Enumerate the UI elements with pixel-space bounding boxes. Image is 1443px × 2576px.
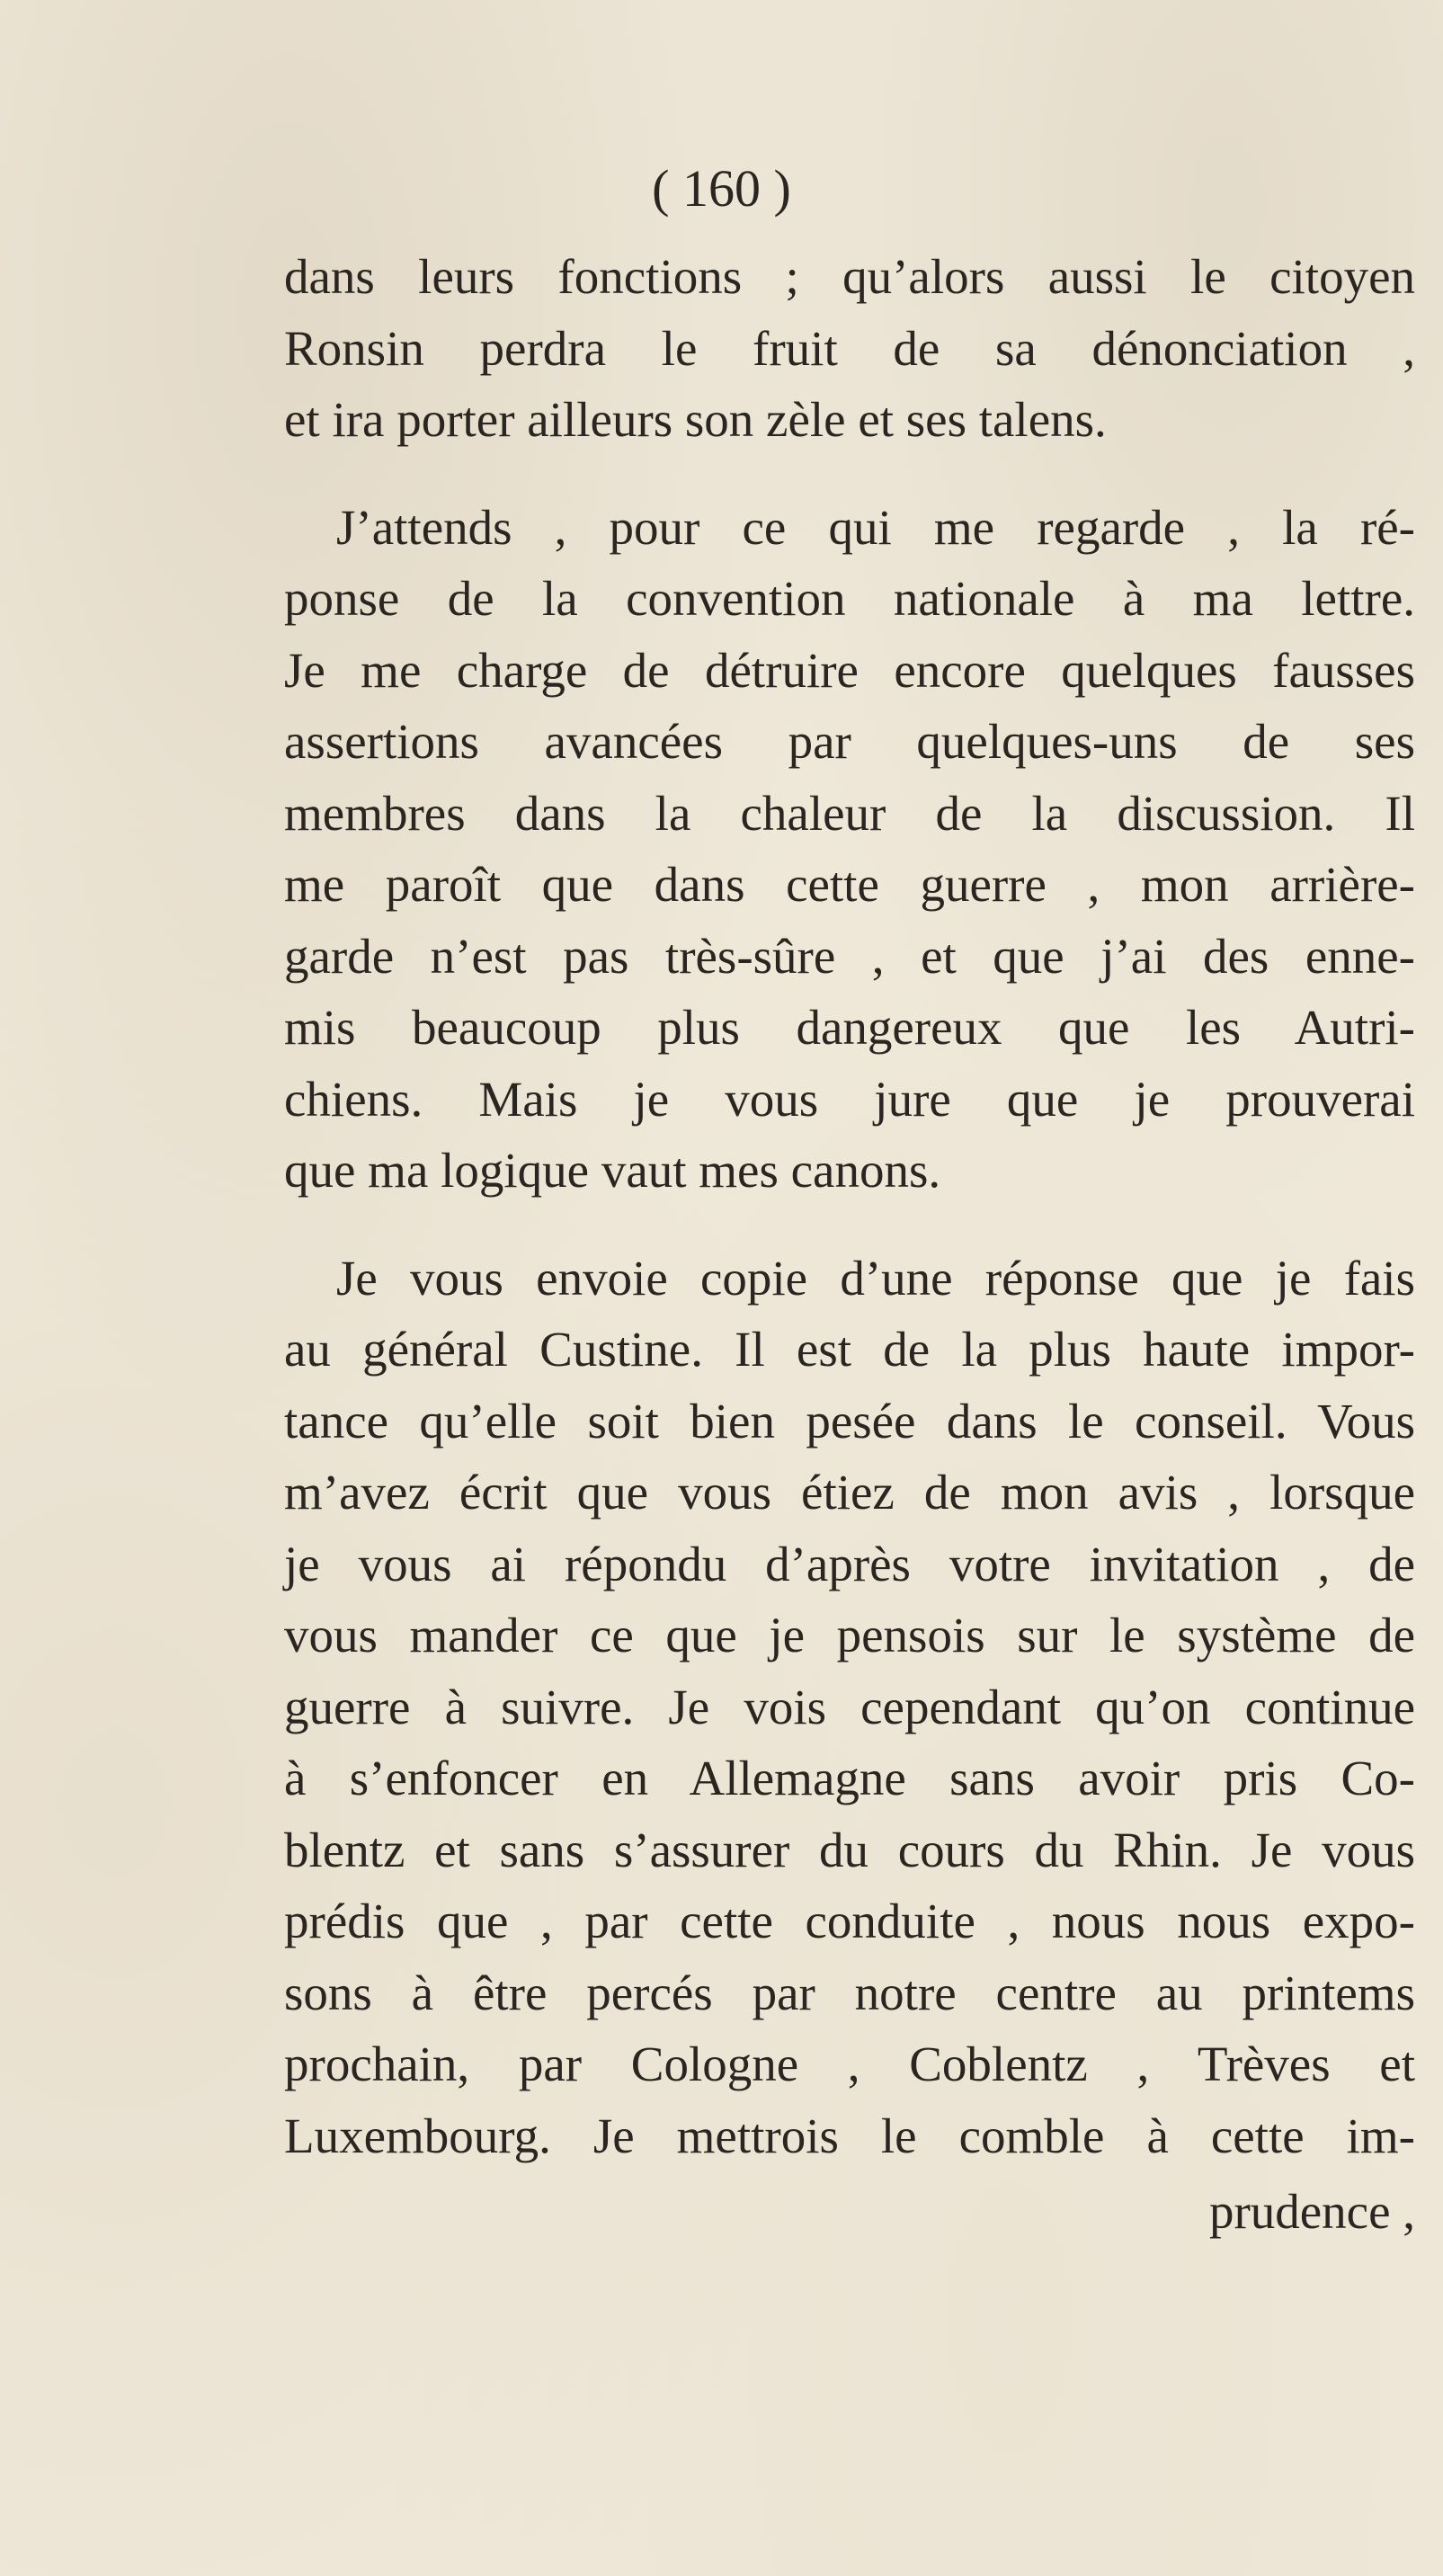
text-line: chiens. Mais je vous jure que je prouverai (284, 1071, 1415, 1127)
text-line: et ira porter ailleurs son zèle et ses talens. (284, 392, 1107, 447)
text-line: ponse de la convention nationale à ma lettre. (284, 571, 1415, 626)
text-line: prochain, par Cologne , Coblentz , Trèves et (284, 2037, 1415, 2091)
text-line: Luxembourg. Je mettrois le comble à cette im- (284, 2108, 1415, 2163)
text-line: mis beaucoup plus dangereux que les Autri- (284, 1000, 1415, 1055)
paragraph-3 (284, 1243, 1415, 2172)
text-line: au général Custine. Il est de la plus haute impor- (284, 1322, 1415, 1377)
text-line: prédis que , par cette conduite , nous nous expo- (284, 1894, 1415, 1948)
text-line: garde n’est pas très-sûre , et que j’ai des enne- (284, 928, 1415, 984)
paragraph-2 (284, 492, 1415, 1207)
text-line: Je vous envoie copie d’une réponse que je fais (336, 1250, 1415, 1306)
paragraph-1 (284, 241, 1415, 456)
text-line: que ma logique vaut mes canons. (284, 1143, 941, 1198)
text-line: Je me charge de détruire encore quelques fausses (284, 642, 1415, 698)
text-line: sons à être percés par notre centre au printems (284, 1965, 1415, 2020)
text-line: assertions avancées par quelques-uns de ses (284, 714, 1415, 769)
text-line: Ronsin perdra le fruit de sa dénonciation , (284, 320, 1415, 376)
text-line: blentz et sans s’assurer du cours du Rhin. Je vous (284, 1822, 1415, 1877)
text-line: m’avez écrit que vous étiez de mon avis , lorsque (284, 1465, 1415, 1520)
text-line: membres dans la chaleur de la discussion. Il (284, 785, 1415, 841)
paragraph-gap (284, 456, 1415, 492)
text-line: guerre à suivre. Je vois cependant qu’on continue (284, 1679, 1415, 1734)
text-line: dans leurs fonctions ; qu’alors aussi le citoyen (284, 249, 1415, 304)
page-number: ( 160 ) (652, 159, 791, 218)
text-line: vous mander ce que je pensois sur le système de (284, 1608, 1415, 1662)
text-line: à s’enfoncer en Allemagne sans avoir pris Co- (284, 1751, 1415, 1805)
catchword: prudence , (1208, 2184, 1415, 2239)
paragraph-gap (284, 1207, 1415, 1243)
text-line: me paroît que dans cette guerre , mon arrière- (284, 857, 1415, 912)
text-line: je vous ai répondu d’après votre invitation , de (284, 1536, 1415, 1591)
body-text (284, 241, 1415, 2171)
text-line: J’attends , pour ce qui me regarde , la ré- (336, 499, 1415, 555)
text-line: tance qu’elle soit bien pesée dans le conseil. Vous (284, 1393, 1415, 1448)
